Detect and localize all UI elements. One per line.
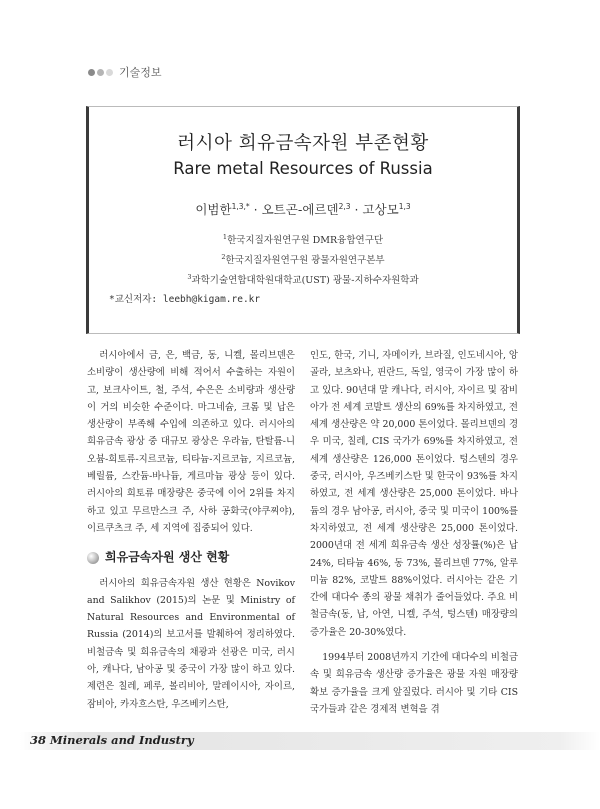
- page-footer-label: 38 Minerals and Industry: [30, 733, 194, 747]
- dot-icon: [97, 69, 104, 76]
- body-column-right: [310, 347, 518, 718]
- author-name: 이범한: [195, 202, 232, 217]
- dot-icon: [106, 69, 113, 76]
- affiliation: [89, 229, 517, 249]
- author-affil-sup: 2,3: [338, 201, 351, 211]
- article-title-en: Rare metal Resources of Russia: [173, 159, 433, 178]
- affiliation-list: [89, 229, 517, 289]
- author-affil-sup: 1,3,*: [231, 201, 250, 211]
- corresponding-label: *교신저자:: [109, 294, 158, 305]
- article-title-ko: 러시아 희유금속자원 부존현황: [177, 133, 429, 154]
- affiliation-sup: 2: [221, 253, 226, 262]
- author-affil-sup: 1,3: [398, 201, 411, 211]
- affiliation: [89, 249, 517, 269]
- author-list: [89, 200, 517, 218]
- sphere-bullet-icon: [87, 552, 99, 564]
- author-name: 고상모: [362, 202, 399, 217]
- section-dots-icon: [88, 69, 113, 76]
- section-heading-text: 희유금속자원 생산 현황: [105, 550, 230, 565]
- dot-icon: [88, 69, 95, 76]
- author-name: 오트곤-에르덴: [261, 202, 339, 217]
- body-paragraph: 1994부터 2008년까지 기간에 대다수의 비철금속 및 희유금속 생산량 증가율은 광물 자원 매장량 확보 증가율을 크게 앞질렀다. 러시아 및 기타 CIS 국가들과 같은 경제적 변혁을 겪: [310, 652, 518, 715]
- affiliation-sup: 3: [187, 273, 192, 282]
- body-paragraph: 인도, 한국, 기니, 자메이카, 브라질, 인도네시아, 앙골라, 보츠와나, 핀란드, 독일, 영국이 가장 많이 하고 있다. 90년대 말 캐나다, 러시아, 자이르 및 잠비아가 전 세계 코발트 생산의 69%를 차지하였고, 전 세계 생산량은 약 20,000 톤이었다. 몰리브덴의 경우 미국, 칠레, CIS 국가가 69%를 차지하였고, 전 세계 생산량은 126,000 톤이었다. 텅스텐의 경우 중국, 러시아, 우즈베키스탄 및 한국이 93%를 차지하였고, 전 세계 생산량은 25,000 톤이었다. 바나듐의 경우 남아공, 러시아, 중국 및 미국이 100%를 차지하였고, 전 세계 생산량은 25,000 톤이었다. 2000년대 전 세계 희유금속 생산 성장률(%)은 납 24%, 티타늄 46%, 동 73%, 몰리브덴 77%, 알루미늄 82%, 코발트 88%이었다. 러시아는 같은 기간에 대다수 종의 광물 채취가 줄어들었다. 주요 비철금속(동, 납, 아연, 니켈, 주석, 텅스텐) 매장량의 증가율은 20-30%였다.: [310, 350, 518, 638]
- section-heading: [87, 549, 295, 566]
- author-separator: ·: [253, 202, 258, 217]
- affiliation-sup: 1: [222, 233, 228, 241]
- affiliation-text: 과학기술연합대학원대학교(UST) 광물-지하수자원학과: [191, 275, 419, 287]
- corresponding-author: [109, 291, 260, 305]
- affiliation-text: 한국지질자원연구원 광물자원연구본부: [225, 255, 385, 267]
- title-box: [86, 106, 520, 334]
- body-paragraph: 러시아의 희유금속자원 생산 현황은 Novikov and Salikhov (2015)의 논문 및 Ministry of Natural Resources and Environmental of Russia (2014)의 보고서를 발췌하여 정리하였다. 비철금속 및 희유금속의 채광과 선광은 미국, 러시아, 캐나다, 남아공 및 중국이 가장 많이 하고 있다. 제련은 칠레, 페루, 볼리비아, 말레이시아, 자이르, 잠비아, 카자흐스탄, 우즈베키스탄,: [87, 577, 295, 710]
- affiliation: [89, 269, 517, 289]
- author-separator: ·: [354, 202, 359, 217]
- affiliation-text: 한국지질자원연구원 DMR융합연구단: [227, 235, 384, 247]
- body-paragraph: 러시아에서 금, 은, 백금, 동, 니켈, 몰리브덴은 소비량이 생산량에 비해 적어서 수출하는 자원이고, 보크사이트, 철, 주석, 수은은 소비량과 생산량이 거의 비슷한 수준이다. 마그네슘, 크롬 및 납은 생산량이 부족해 수입에 의존하고 있다. 러시아의 희유금속 광상 중 대규모 광상은 우라늄, 탄탈륨-니오븀-희토류-지르코늄, 티타늄-지르코늄, 지르코늄, 베릴륨, 스칸듐-바나듐, 게르마늄 광상 등이 있다. 러시아의 희토류 매장량은 중국에 이어 2위를 차지하고 있고 무르만스크 주, 사하 공화국(야쿠찌야), 이르쿠츠크 주, 세 지역에 집중되어 있다.: [87, 350, 295, 534]
- section-tag: [88, 64, 162, 80]
- body-column-left: [87, 347, 295, 713]
- corresponding-email[interactable]: leebh@kigam.re.kr: [162, 294, 261, 305]
- section-tag-label: 기술정보: [119, 66, 162, 79]
